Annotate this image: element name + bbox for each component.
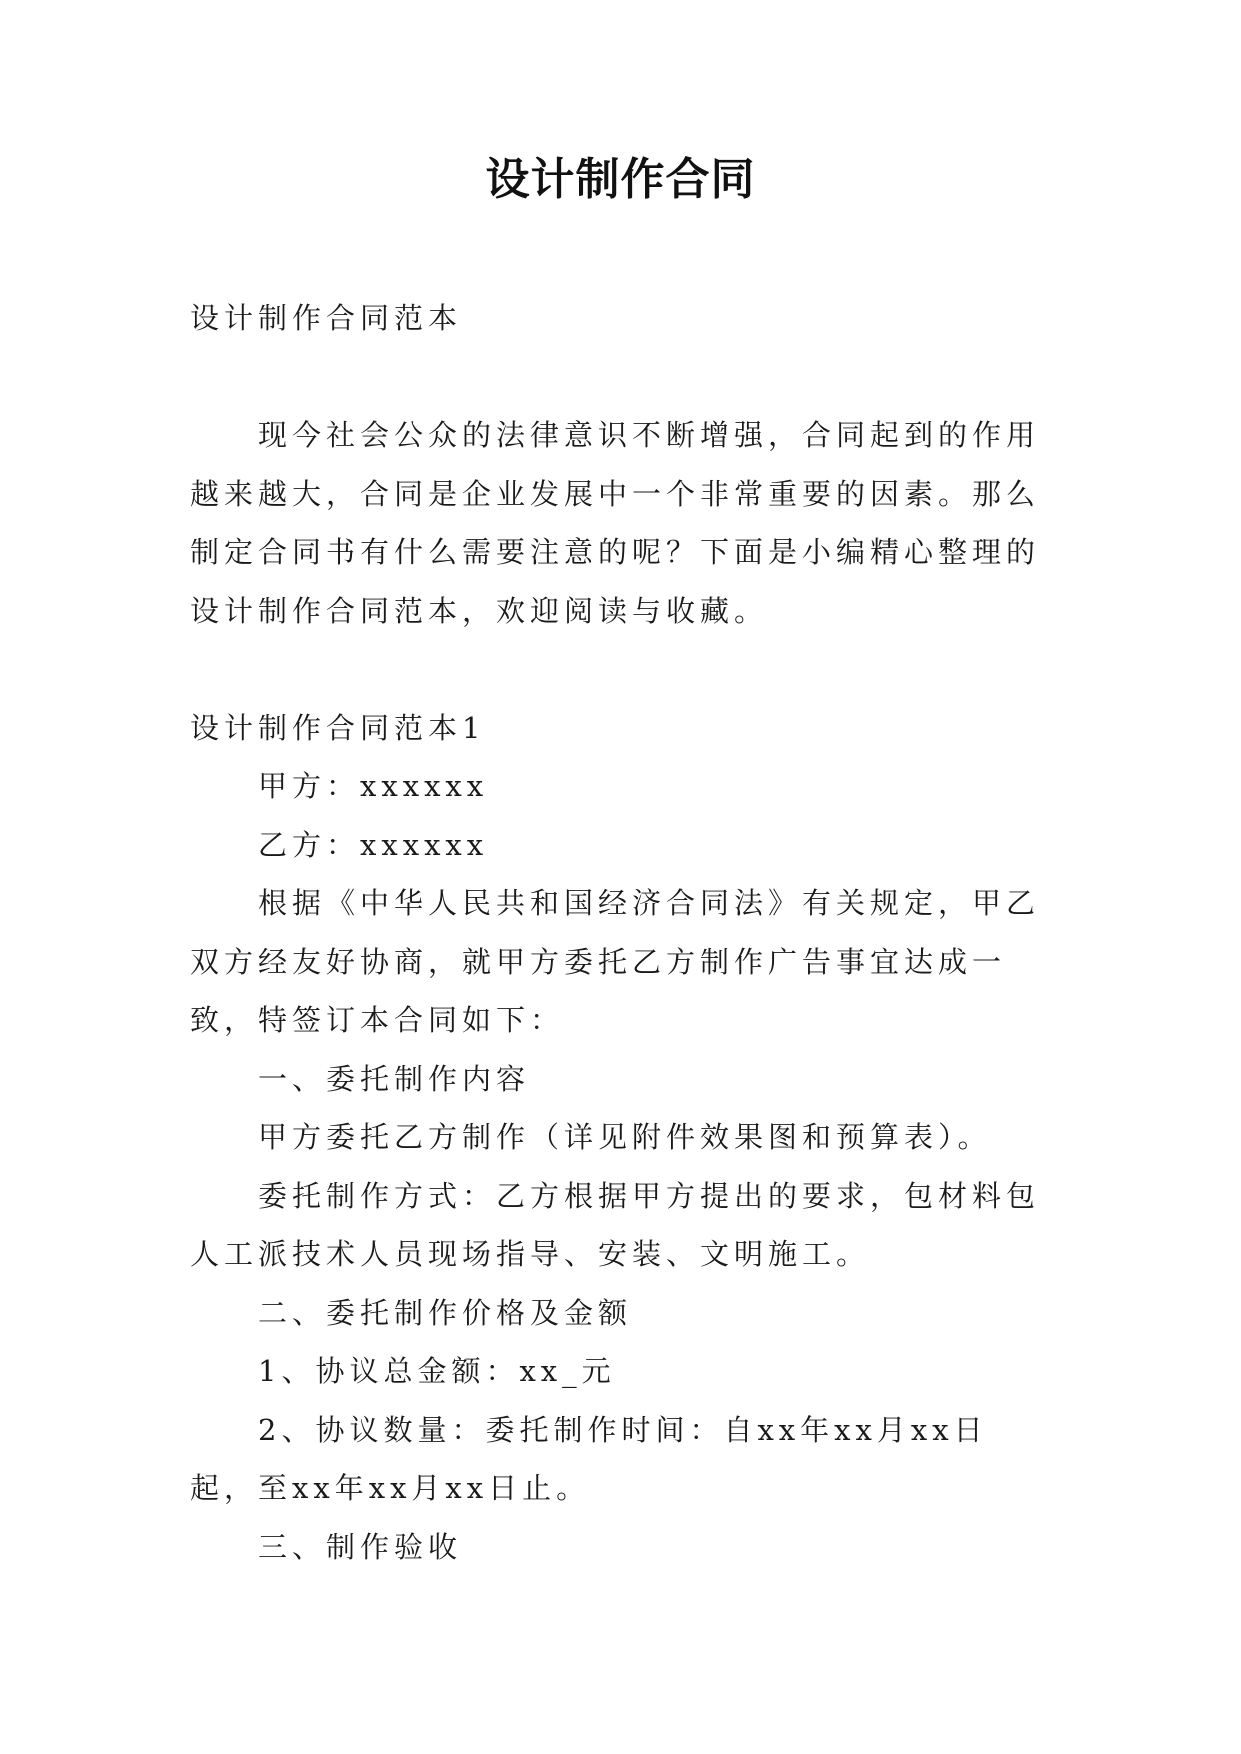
document-body [190, 289, 1050, 1576]
clause-3-heading: 三、制作验收 [258, 1529, 463, 1564]
clause-1-text-1: 甲方委托乙方制作（详见附件效果图和预算表）。 [258, 1120, 992, 1154]
basis-paragraph: 根据《中华人民共和国经济合同法》有关规定，甲乙双方经友好协商，就甲方委托乙方制作广告事宜达成一致，特签订本合同如下： [190, 886, 1041, 1037]
clause-2-item-1: 1、协议总金额：xx_元 [258, 1354, 616, 1388]
document-subtitle: 设计制作合同范本 [190, 301, 463, 335]
document-title: 设计制作合同 [485, 154, 756, 205]
clause-1-heading: 一、委托制作内容 [258, 1061, 531, 1096]
clause-2-item-2: 2、协议数量：委托制作时间：自xx年xx月xx日起，至xx年xx月xx日止。 [190, 1412, 988, 1505]
party-b: 乙方：xxxxxx [258, 827, 489, 862]
party-a: 甲方：xxxxxx [258, 769, 489, 803]
section-heading: 设计制作合同范本1 [190, 710, 486, 745]
clause-2-heading: 二、委托制作价格及金额 [258, 1295, 633, 1330]
clause-1-text-2: 委托制作方式：乙方根据甲方提出的要求，包材料包人工派技术人员现场指导、安装、文明施工。 [190, 1178, 1041, 1271]
intro-paragraph: 现今社会公众的法律意识不断增强，合同起到的作用越来越大，合同是企业发展中一个非常重要的因素。那么制定合同书有什么需要注意的呢？下面是小编精心整理的设计制作合同范本，欢迎阅读与收藏。 [190, 418, 1041, 628]
